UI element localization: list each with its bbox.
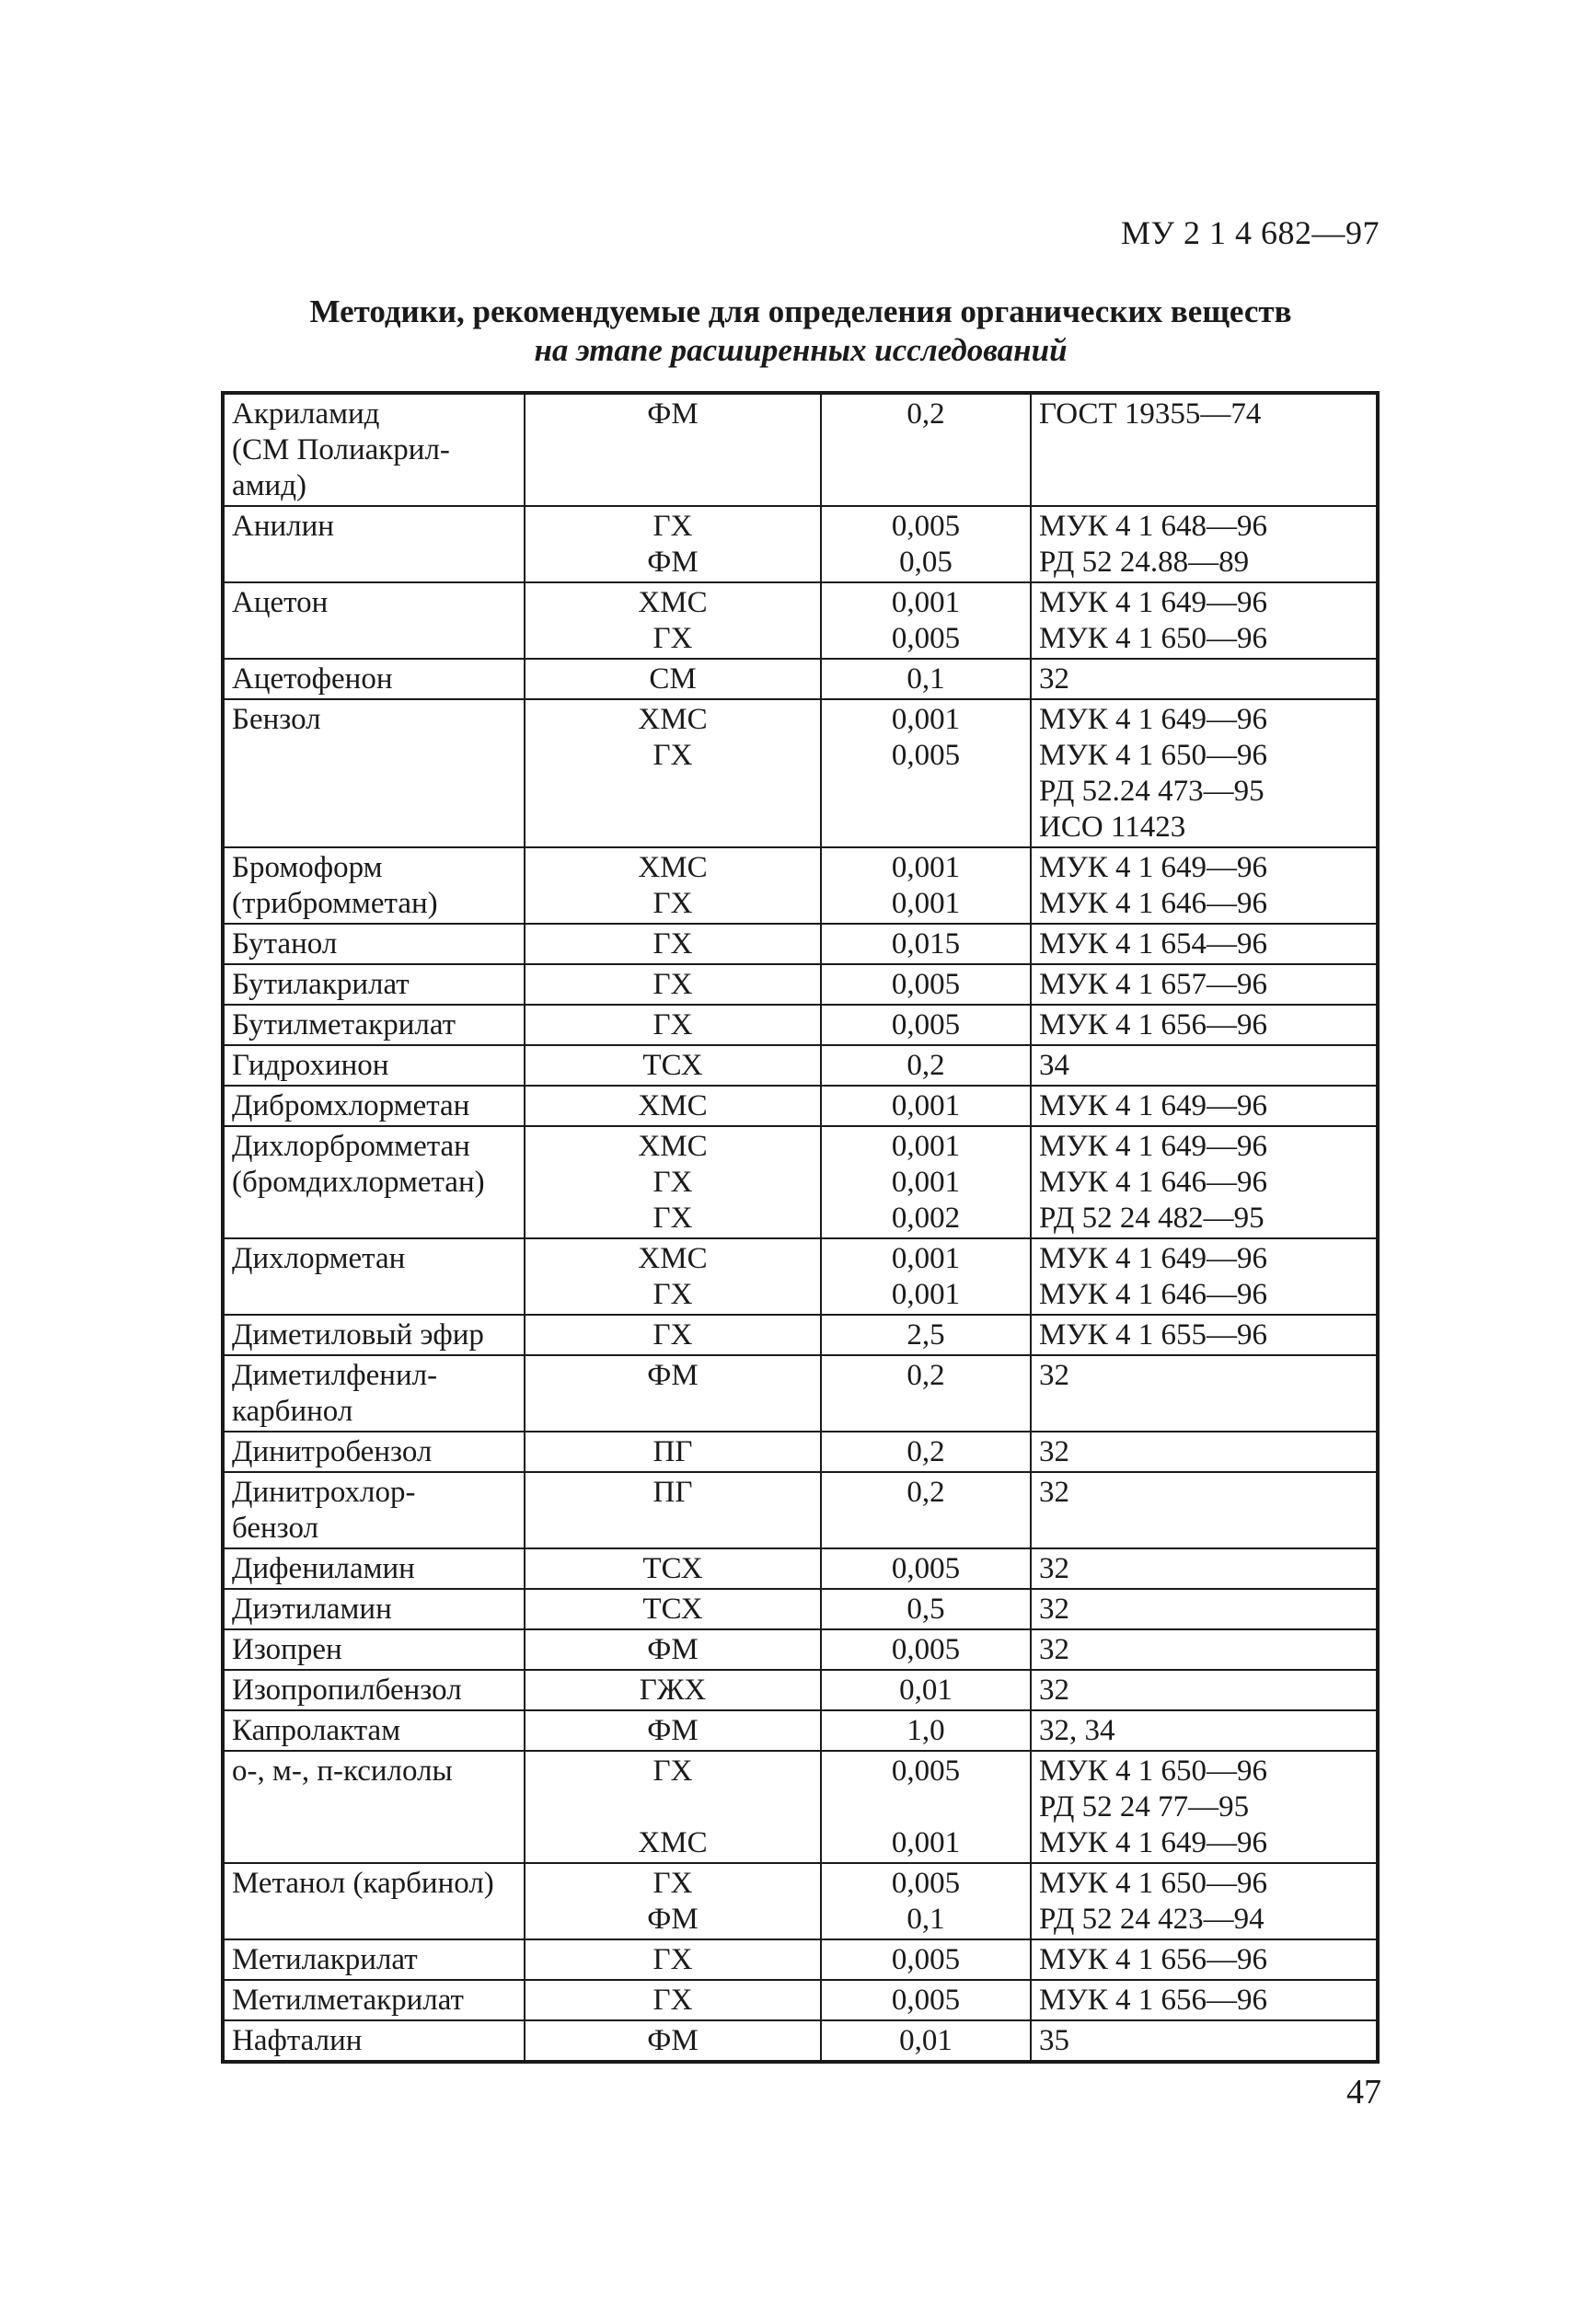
table-row <box>223 506 1378 582</box>
method-cell-line: ФМ <box>647 1359 699 1392</box>
substance-cell <box>223 1751 525 1863</box>
substance-cell-line: Бутилакрилат <box>232 968 410 1001</box>
method-cell-line: ГХ <box>652 1202 693 1235</box>
limit-cell <box>821 582 1031 659</box>
table-row <box>223 659 1378 699</box>
method-cell-line: ХМС <box>638 1130 708 1163</box>
limit-cell <box>821 1005 1031 1045</box>
limit-cell <box>821 1629 1031 1670</box>
method-cell-line <box>533 1789 813 1825</box>
method-cell <box>525 659 821 699</box>
limit-cell-line: 0,001 <box>891 1089 961 1122</box>
limit-cell-line: 0,2 <box>906 1476 945 1509</box>
limit-cell-line: 0,005 <box>891 739 961 772</box>
substance-cell <box>223 1086 525 1126</box>
substance-cell <box>223 1432 525 1472</box>
method-cell <box>525 924 821 964</box>
substance-cell <box>223 1355 525 1432</box>
limit-cell-line: 0,001 <box>891 1166 961 1199</box>
substance-cell <box>223 1005 525 1045</box>
method-cell-line: ГХ <box>652 1984 693 2017</box>
reference-cell-line: МУК 4 1 656—96 <box>1039 1943 1267 1976</box>
limit-cell-line: 0,01 <box>899 2024 953 2057</box>
method-cell-line: ГХ <box>652 739 693 772</box>
method-cell-line: СМ <box>649 662 697 696</box>
reference-cell-line: МУК 4 1 650—96 <box>1039 739 1267 772</box>
method-cell <box>525 1355 821 1432</box>
method-cell <box>525 847 821 924</box>
method-cell <box>525 1863 821 1939</box>
table-row <box>223 1939 1378 1980</box>
limit-cell-line: 2,5 <box>906 1318 945 1352</box>
substance-cell <box>223 1045 525 1086</box>
reference-cell-line: 32 <box>1039 1633 1069 1666</box>
reference-cell <box>1031 1589 1378 1629</box>
table-row <box>223 964 1378 1005</box>
reference-cell <box>1031 393 1378 506</box>
limit-cell-line: 0,005 <box>891 1755 961 1788</box>
reference-cell <box>1031 1980 1378 2020</box>
limit-cell-line: 0,2 <box>906 397 945 431</box>
substance-cell-line: (трибромметан) <box>232 887 438 920</box>
substance-cell <box>223 1315 525 1355</box>
reference-cell <box>1031 1005 1378 1045</box>
limit-cell-line: 0,2 <box>906 1359 945 1392</box>
limit-cell-line: 0,2 <box>906 1435 945 1468</box>
method-cell-line: ХМС <box>638 851 708 884</box>
reference-cell-line: РД 52 24 423—94 <box>1039 1903 1264 1936</box>
limit-cell-line: 0,5 <box>906 1593 945 1626</box>
limit-cell-line: 0,001 <box>891 586 961 619</box>
substance-cell <box>223 1548 525 1589</box>
substance-cell <box>223 1589 525 1629</box>
substance-cell-line: бензол <box>232 1512 319 1545</box>
substance-cell-line: (СМ Полиакрил- <box>232 433 450 466</box>
method-cell-line: ТСХ <box>642 1552 703 1585</box>
limit-cell <box>821 1589 1031 1629</box>
method-cell <box>525 1045 821 1086</box>
substance-cell-line: Нафталин <box>232 2024 363 2057</box>
limit-cell-line: 0,1 <box>906 1903 945 1936</box>
reference-cell-line: 32 <box>1039 1359 1069 1392</box>
table-row <box>223 1548 1378 1589</box>
table-row <box>223 1751 1378 1863</box>
reference-cell <box>1031 847 1378 924</box>
reference-cell-line: МУК 4 1 649—96 <box>1039 1130 1267 1163</box>
limit-cell <box>821 1472 1031 1548</box>
substance-cell-line: Диметилфенил- <box>232 1359 438 1392</box>
method-cell-line: ГХ <box>652 1278 693 1311</box>
reference-cell-line: 35 <box>1039 2024 1069 2057</box>
limit-cell <box>821 964 1031 1005</box>
table-row <box>223 1432 1378 1472</box>
reference-cell <box>1031 2020 1378 2062</box>
method-cell <box>525 582 821 659</box>
reference-cell-line: РД 52.24 473—95 <box>1039 775 1264 808</box>
substance-cell-line: Бензол <box>232 703 321 736</box>
reference-cell-line: МУК 4 1 648—96 <box>1039 510 1267 543</box>
table-row <box>223 1045 1378 1086</box>
reference-cell-line: МУК 4 1 654—96 <box>1039 927 1267 961</box>
substance-cell-line: амид) <box>232 469 306 502</box>
method-cell-line: ФМ <box>647 397 699 431</box>
limit-cell-line: 0,001 <box>891 851 961 884</box>
reference-cell-line: РД 52 24 77—95 <box>1039 1790 1250 1824</box>
substance-cell-line: Дибромхлорметан <box>232 1089 470 1122</box>
table-row <box>223 924 1378 964</box>
reference-cell-line: МУК 4 1 650—96 <box>1039 622 1267 655</box>
reference-cell-line: МУК 4 1 646—96 <box>1039 1278 1267 1311</box>
method-cell-line: ГЖХ <box>639 1674 707 1707</box>
substance-cell-line: Капролактам <box>232 1714 401 1747</box>
table-row <box>223 1355 1378 1432</box>
table-row <box>223 1980 1378 2020</box>
method-cell-line: ХМС <box>638 586 708 619</box>
method-cell-line: ГХ <box>652 1318 693 1352</box>
table-row <box>223 1005 1378 1045</box>
method-cell <box>525 1710 821 1751</box>
limit-cell <box>821 699 1031 847</box>
substance-cell-line: Ацетон <box>232 586 329 619</box>
methods-table-body <box>223 393 1378 2062</box>
limit-cell-line: 0,001 <box>891 1130 961 1163</box>
title-line-2: на этапе расширенных исследований <box>534 332 1068 368</box>
method-cell <box>525 1548 821 1589</box>
reference-cell-line: МУК 4 1 656—96 <box>1039 1008 1267 1041</box>
method-cell-line: ГХ <box>652 1008 693 1041</box>
reference-cell-line: 32 <box>1039 1593 1069 1626</box>
table-row <box>223 1472 1378 1548</box>
method-cell <box>525 506 821 582</box>
reference-cell <box>1031 1548 1378 1589</box>
limit-cell <box>821 659 1031 699</box>
method-cell <box>525 1980 821 2020</box>
limit-cell <box>821 1086 1031 1126</box>
reference-cell-line: 32 <box>1039 1476 1069 1509</box>
reference-cell-line: МУК 4 1 649—96 <box>1039 586 1267 619</box>
substance-cell-line: Метанол (карбинол) <box>232 1867 494 1900</box>
reference-cell-line: РД 52 24 482—95 <box>1039 1202 1264 1235</box>
substance-cell <box>223 1629 525 1670</box>
methods-table <box>221 391 1380 2064</box>
reference-cell-line: 32 <box>1039 1674 1069 1707</box>
method-cell-line: ТСХ <box>642 1049 703 1082</box>
reference-cell <box>1031 1939 1378 1980</box>
table-row <box>223 1670 1378 1710</box>
limit-cell <box>821 1980 1031 2020</box>
reference-cell <box>1031 1238 1378 1315</box>
table-row <box>223 1710 1378 1751</box>
substance-cell-line: Динитрохлор- <box>232 1476 416 1509</box>
reference-cell <box>1031 1863 1378 1939</box>
method-cell <box>525 2020 821 2062</box>
substance-cell-line: Дихлорбромметан <box>232 1130 470 1163</box>
method-cell-line: ФМ <box>647 1714 699 1747</box>
method-cell <box>525 1472 821 1548</box>
reference-cell <box>1031 1751 1378 1863</box>
table-row <box>223 1629 1378 1670</box>
method-cell-line: ГХ <box>652 1943 693 1976</box>
table-row <box>223 1315 1378 1355</box>
method-cell-line: ГХ <box>652 1755 693 1788</box>
method-cell-line: ХМС <box>638 1089 708 1122</box>
substance-cell <box>223 1980 525 2020</box>
method-cell-line: ХМС <box>638 1826 708 1859</box>
table-row <box>223 2020 1378 2062</box>
reference-cell <box>1031 1315 1378 1355</box>
method-cell <box>525 1670 821 1710</box>
reference-cell <box>1031 659 1378 699</box>
substance-cell <box>223 1472 525 1548</box>
reference-cell-line: МУК 4 1 649—96 <box>1039 703 1267 736</box>
limit-cell <box>821 1315 1031 1355</box>
method-cell-line: ГХ <box>652 510 693 543</box>
method-cell <box>525 1315 821 1355</box>
method-cell <box>525 1086 821 1126</box>
limit-cell-line: 0,005 <box>891 1633 961 1666</box>
reference-cell-line: МУК 4 1 655—96 <box>1039 1318 1267 1352</box>
substance-cell <box>223 1238 525 1315</box>
method-cell-line: ФМ <box>647 1633 699 1666</box>
method-cell <box>525 393 821 506</box>
method-cell <box>525 1751 821 1863</box>
limit-cell <box>821 506 1031 582</box>
limit-cell-line: 0,001 <box>891 1278 961 1311</box>
limit-cell <box>821 1355 1031 1432</box>
reference-cell <box>1031 1086 1378 1126</box>
limit-cell <box>821 1126 1031 1238</box>
reference-cell-line: МУК 4 1 657—96 <box>1039 968 1267 1001</box>
method-cell <box>525 1589 821 1629</box>
substance-cell <box>223 1939 525 1980</box>
reference-cell <box>1031 1670 1378 1710</box>
limit-cell-line: 0,001 <box>891 1826 961 1859</box>
substance-cell-line: Акриламид <box>232 397 380 431</box>
table-row <box>223 699 1378 847</box>
limit-cell-line: 0,015 <box>891 927 961 961</box>
limit-cell <box>821 1045 1031 1086</box>
reference-cell <box>1031 964 1378 1005</box>
substance-cell-line: о-, м-, п-ксилолы <box>232 1755 453 1788</box>
substance-cell <box>223 506 525 582</box>
reference-cell <box>1031 1045 1378 1086</box>
method-cell <box>525 1432 821 1472</box>
reference-cell <box>1031 582 1378 659</box>
limit-cell-line: 0,005 <box>891 1943 961 1976</box>
method-cell-line: ХМС <box>638 703 708 736</box>
substance-cell-line: Диметиловый эфир <box>232 1318 484 1352</box>
limit-cell-line: 0,005 <box>891 1008 961 1041</box>
limit-cell <box>821 1670 1031 1710</box>
method-cell <box>525 1005 821 1045</box>
substance-cell-line: Бутанол <box>232 927 338 961</box>
document-code: МУ 2 1 4 682—97 <box>1121 214 1380 251</box>
substance-cell-line: (бромдихлорметан) <box>232 1166 485 1199</box>
reference-cell-line: МУК 4 1 649—96 <box>1039 1242 1267 1275</box>
substance-cell-line: Изопропилбензол <box>232 1674 462 1707</box>
method-cell-line: ГХ <box>652 968 693 1001</box>
substance-cell-line: Гидрохинон <box>232 1049 389 1082</box>
limit-cell <box>821 847 1031 924</box>
substance-cell <box>223 659 525 699</box>
substance-cell-line: Ацетофенон <box>232 662 393 696</box>
limit-cell <box>821 1238 1031 1315</box>
method-cell-line: ГХ <box>652 622 693 655</box>
limit-cell <box>821 1710 1031 1751</box>
substance-cell-line: Дихлорметан <box>232 1242 406 1275</box>
reference-cell-line: МУК 4 1 649—96 <box>1039 1826 1267 1859</box>
reference-cell-line: МУК 4 1 646—96 <box>1039 887 1267 920</box>
substance-cell-line: Бромоформ <box>232 851 383 884</box>
substance-cell <box>223 964 525 1005</box>
method-cell <box>525 1629 821 1670</box>
method-cell-line: ФМ <box>647 2024 699 2057</box>
reference-cell <box>1031 1126 1378 1238</box>
page-title <box>221 293 1380 370</box>
limit-cell <box>821 1432 1031 1472</box>
method-cell-line: ГХ <box>652 927 693 961</box>
limit-cell-line: 0,002 <box>891 1202 961 1235</box>
limit-cell-line: 0,05 <box>899 546 953 579</box>
reference-cell-line: МУК 4 1 650—96 <box>1039 1867 1267 1900</box>
limit-cell-line: 0,2 <box>906 1049 945 1082</box>
substance-cell-line: карбинол <box>232 1395 353 1428</box>
reference-cell-line: МУК 4 1 656—96 <box>1039 1984 1267 2017</box>
method-cell <box>525 699 821 847</box>
table-row <box>223 393 1378 506</box>
title-line-1: Методики, рекомендуемые для определения органических веществ <box>309 293 1292 329</box>
limit-cell-line: 0,005 <box>891 510 961 543</box>
substance-cell <box>223 1710 525 1751</box>
method-cell <box>525 1939 821 1980</box>
limit-cell <box>821 1939 1031 1980</box>
limit-cell-line: 0,005 <box>891 1552 961 1585</box>
substance-cell <box>223 924 525 964</box>
reference-cell-line: 32 <box>1039 662 1069 696</box>
method-cell-line: ТСХ <box>642 1593 703 1626</box>
method-cell-line: ФМ <box>647 546 699 579</box>
limit-cell <box>821 924 1031 964</box>
limit-cell-line: 0,001 <box>891 1242 961 1275</box>
method-cell-line: ФМ <box>647 1903 699 1936</box>
method-cell <box>525 964 821 1005</box>
limit-cell <box>821 1863 1031 1939</box>
reference-cell <box>1031 1710 1378 1751</box>
limit-cell-line: 0,001 <box>891 703 961 736</box>
substance-cell <box>223 1126 525 1238</box>
table-row <box>223 1126 1378 1238</box>
reference-cell <box>1031 1432 1378 1472</box>
limit-cell-line: 0,005 <box>891 968 961 1001</box>
substance-cell-line: Диэтиламин <box>232 1593 392 1626</box>
substance-cell <box>223 699 525 847</box>
method-cell <box>525 1238 821 1315</box>
limit-cell-line: 0,001 <box>891 887 961 920</box>
limit-cell-line <box>829 1789 1022 1825</box>
substance-cell-line: Метилметакрилат <box>232 1984 464 2017</box>
reference-cell-line: ГОСТ 19355—74 <box>1039 397 1262 431</box>
table-row <box>223 1863 1378 1939</box>
method-cell <box>525 1126 821 1238</box>
substance-cell-line: Динитробензол <box>232 1435 433 1468</box>
reference-cell <box>1031 699 1378 847</box>
reference-cell-line: 32 <box>1039 1552 1069 1585</box>
reference-cell <box>1031 506 1378 582</box>
substance-cell-line: Дифениламин <box>232 1552 415 1585</box>
reference-cell-line: ИСО 11423 <box>1039 811 1186 844</box>
substance-cell <box>223 2020 525 2062</box>
limit-cell-line: 0,1 <box>906 662 945 696</box>
limit-cell-line: 0,01 <box>899 1674 953 1707</box>
substance-cell <box>223 582 525 659</box>
method-cell-line: ГХ <box>652 1867 693 1900</box>
limit-cell <box>821 1751 1031 1863</box>
limit-cell <box>821 393 1031 506</box>
reference-cell-line: 32 <box>1039 1435 1069 1468</box>
limit-cell-line: 0,005 <box>891 1984 961 2017</box>
substance-cell-line: Изопрен <box>232 1633 342 1666</box>
reference-cell-line: РД 52 24.88—89 <box>1039 546 1250 579</box>
reference-cell-line: 32, 34 <box>1039 1714 1115 1747</box>
reference-cell-line: 34 <box>1039 1049 1069 1082</box>
limit-cell-line: 0,005 <box>891 1867 961 1900</box>
table-row <box>223 1238 1378 1315</box>
substance-cell-line: Метилакрилат <box>232 1943 418 1976</box>
substance-cell <box>223 847 525 924</box>
substance-cell <box>223 393 525 506</box>
method-cell-line: ПГ <box>652 1476 693 1509</box>
page-number: 47 <box>1346 2073 1381 2111</box>
table-row <box>223 1086 1378 1126</box>
limit-cell-line: 1,0 <box>906 1714 945 1747</box>
method-cell-line: ГХ <box>652 887 693 920</box>
table-row <box>223 582 1378 659</box>
limit-cell <box>821 2020 1031 2062</box>
substance-cell-line: Анилин <box>232 510 334 543</box>
reference-cell-line: МУК 4 1 649—96 <box>1039 851 1267 884</box>
table-row <box>223 847 1378 924</box>
table-row <box>223 1589 1378 1629</box>
limit-cell <box>821 1548 1031 1589</box>
method-cell-line: ХМС <box>638 1242 708 1275</box>
reference-cell-line: МУК 4 1 649—96 <box>1039 1089 1267 1122</box>
reference-cell <box>1031 924 1378 964</box>
reference-cell <box>1031 1629 1378 1670</box>
reference-cell <box>1031 1472 1378 1548</box>
reference-cell-line: МУК 4 1 646—96 <box>1039 1166 1267 1199</box>
reference-cell <box>1031 1355 1378 1432</box>
method-cell-line: ГХ <box>652 1166 693 1199</box>
reference-cell-line: МУК 4 1 650—96 <box>1039 1755 1267 1788</box>
method-cell-line: ПГ <box>652 1435 693 1468</box>
substance-cell <box>223 1863 525 1939</box>
limit-cell-line: 0,005 <box>891 622 961 655</box>
substance-cell <box>223 1670 525 1710</box>
substance-cell-line: Бутилметакрилат <box>232 1008 456 1041</box>
